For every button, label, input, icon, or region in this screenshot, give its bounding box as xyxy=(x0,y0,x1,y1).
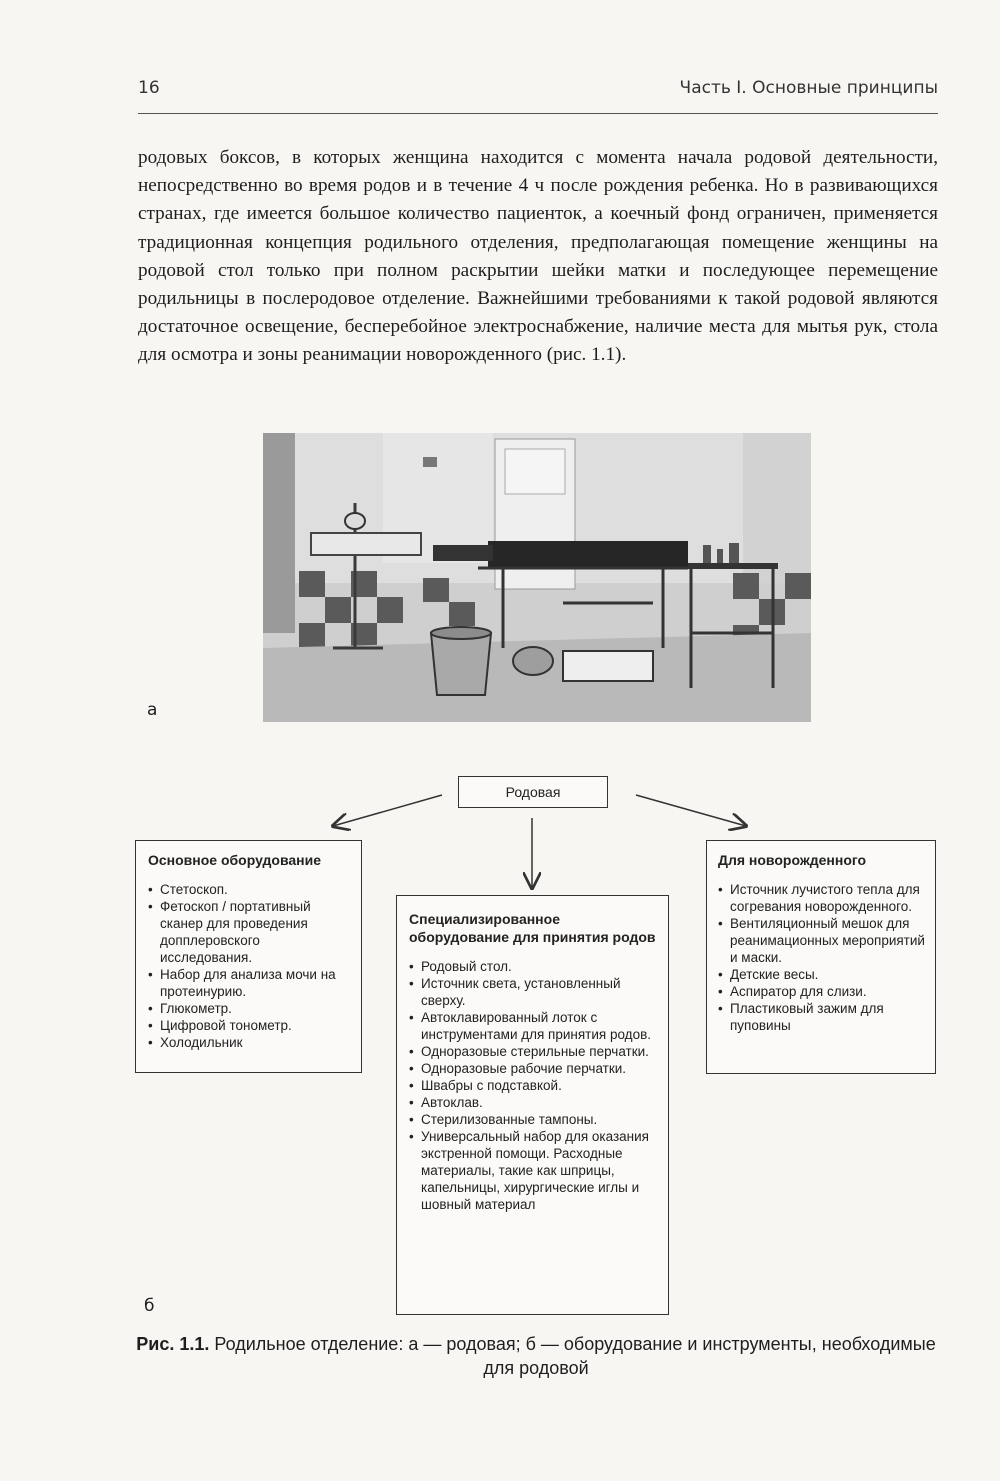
equipment-list xyxy=(148,881,351,1051)
running-header xyxy=(138,78,938,108)
figure-label-b: б xyxy=(144,1296,155,1316)
figure-caption xyxy=(130,1332,942,1380)
list-item: • Автоклавированный лоток с инструментами для принятия родов. xyxy=(409,1009,658,1043)
list-item: • Одноразовые рабочие перчатки. xyxy=(409,1060,658,1077)
body-paragraph: родовых боксов, в которых женщина находится с момента начала родовой деятельности, непосредственно во время родов и в течение 4 ч после рождения ребенка. Но в развивающихся странах, где имеется большое количество пациенток, а коечный фонд ограничен, применяется традиционная концепция родильного отделения, предполагающая помещение женщины на родовой стол только при полном раскрытии шейки матки и последующее перемещение родильницы в послеродовое отделение. Важнейшими требованиями к такой родовой являются достаточное освещение, бесперебойное электроснабжение, наличие места для мытья рук, стола для осмотра и зоны реанимации новорожденного (рис. 1.1). xyxy=(138,147,938,366)
diagram-root-box: Родовая xyxy=(458,776,608,808)
equipment-list xyxy=(409,958,658,1213)
figure-label-a: а xyxy=(147,700,158,720)
list-item: • Детские весы. xyxy=(718,966,925,983)
list-item: • Аспиратор для слизи. xyxy=(718,983,925,1000)
list-item: • Глюкометр. xyxy=(148,1000,351,1017)
list-item: • Одноразовые стерильные перчатки. xyxy=(409,1043,658,1060)
list-item: • Пластиковый зажим для пуповины xyxy=(718,1000,925,1034)
arrow-to-left xyxy=(333,795,442,826)
delivery-room-photo xyxy=(263,433,811,722)
arrow-to-right xyxy=(636,795,746,826)
box-newborn-equipment xyxy=(706,840,936,1074)
figure-caption-text: Родильное отделение: а — родовая; б — оборудование и инструменты, необходимые для родовой xyxy=(214,1334,936,1378)
list-item: • Набор для анализа мочи на протеинурию. xyxy=(148,966,351,1000)
figure-number: Рис. 1.1. xyxy=(136,1334,210,1354)
list-item: • Стерилизованные тампоны. xyxy=(409,1111,658,1128)
list-item: • Универсальный набор для оказания экстренной помощи. Расходные материалы, такие как шприцы, капельницы, хирургические иглы и шовный материал xyxy=(409,1128,658,1213)
list-item: • Стетоскоп. xyxy=(148,881,351,898)
list-item: • Вентиляционный мешок для реанимационных мероприятий и маски. xyxy=(718,915,925,966)
list-item: • Родовый стол. xyxy=(409,958,658,975)
list-item: • Холодильник xyxy=(148,1034,351,1051)
list-item: • Швабры с подставкой. xyxy=(409,1077,658,1094)
box-specialized-equipment xyxy=(396,895,669,1315)
list-item: • Автоклав. xyxy=(409,1094,658,1111)
equipment-list xyxy=(718,881,925,1034)
box-title: Для новорожденного xyxy=(718,852,867,868)
running-title: Часть I. Основные принципы xyxy=(679,78,938,98)
list-item: • Источник света, установленный сверху. xyxy=(409,975,658,1009)
box-basic-equipment xyxy=(135,840,362,1073)
list-item: • Цифровой тонометр. xyxy=(148,1017,351,1034)
list-item: • Фетоскоп / портативный сканер для проведения допплеровского исследования. xyxy=(148,898,351,966)
list-item: • Источник лучистого тепла для согревания новорожденного. xyxy=(718,881,925,915)
box-title: Основное оборудование xyxy=(148,852,322,868)
box-title: Специализированное оборудование для принятия родов xyxy=(409,911,656,945)
page-number: 16 xyxy=(138,78,160,98)
header-rule xyxy=(138,113,938,114)
